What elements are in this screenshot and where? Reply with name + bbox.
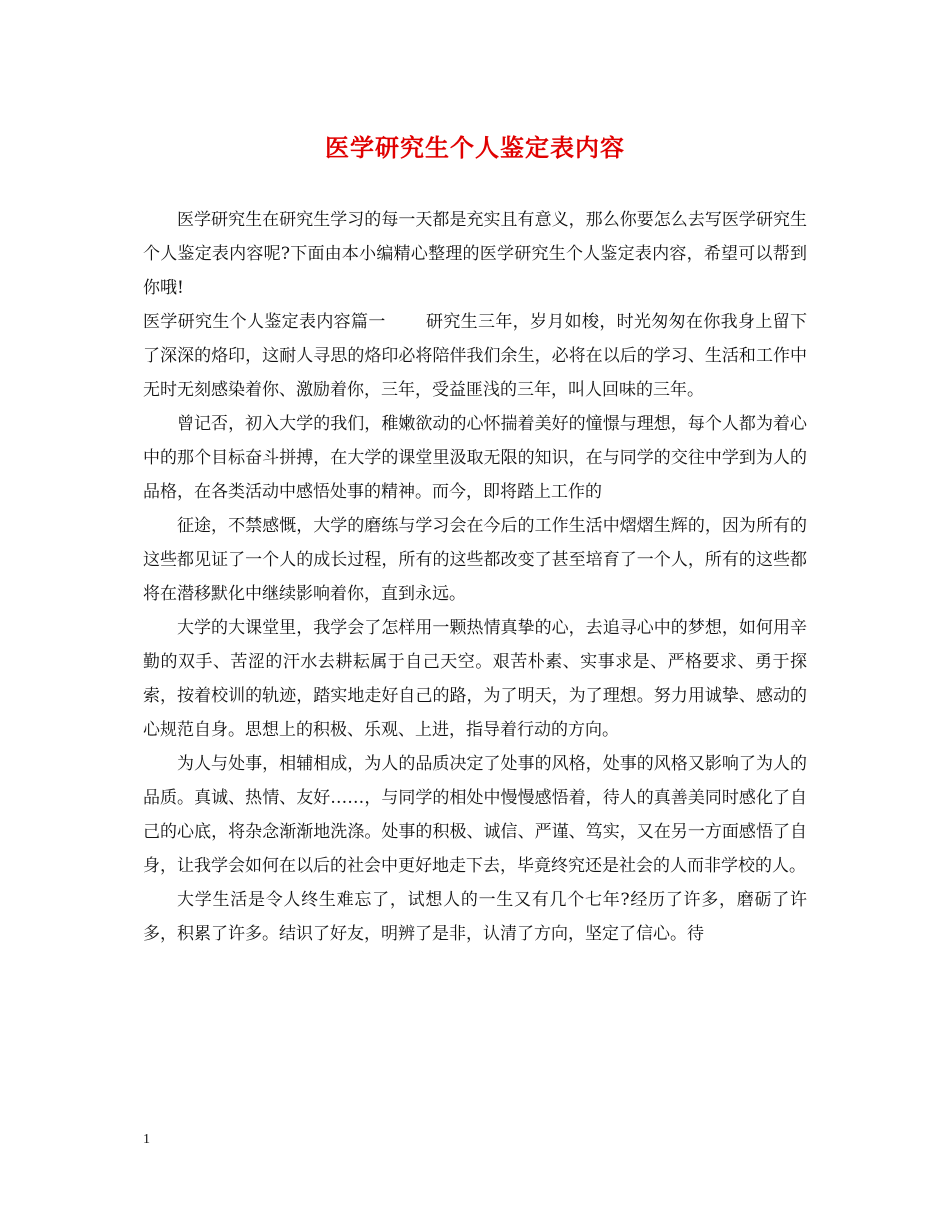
paragraph-college-life	[143, 883, 807, 951]
paragraph-section-one	[143, 305, 807, 407]
paragraph-text: 曾记否，初入大学的我们，稚嫩欲动的心怀揣着美好的憧憬与理想，每个人都为着心中的那个目标奋斗拼搏，在大学的课堂里汲取无限的知识，在与同学的交往中学到为人的品格，在各类活动中感悟处事的精神。而今，即将踏上工作的	[143, 414, 807, 502]
section-heading: 医学研究生个人鉴定表内容篇一	[143, 312, 386, 332]
paragraph-classroom	[143, 611, 807, 747]
paragraph-intro	[143, 203, 807, 305]
paragraph-conduct	[143, 747, 807, 883]
paragraph-journey	[143, 509, 807, 611]
paragraph-text: 研究生三年，岁月如梭，时光匆匆在你我身上留下了深深的烙印，这耐人寻思的烙印必将陪伴我们余生，必将在以后的学习、生活和工作中无时无刻感染着你、激励着你，三年，受益匪浅的三年，叫人回味的三年。	[143, 312, 808, 400]
document-body	[143, 203, 807, 951]
paragraph-text: 为人与处事，相辅相成，为人的品质决定了处事的风格，处事的风格又影响了为人的品质。真诚、热情、友好……，与同学的相处中慢慢感悟着，待人的真善美同时感化了自己的心底，将杂念渐渐地洗涤。处事的积极、诚信、严谨、笃实，又在另一方面感悟了自身，让我学会如何在以后的社会中更好地走下去，毕竟终究还是社会的人而非学校的人。	[143, 754, 807, 876]
paragraph-memory	[143, 407, 807, 509]
paragraph-text: 医学研究生在研究生学习的每一天都是充实且有意义，那么你要怎么去写医学研究生个人鉴定表内容呢?下面由本小编精心整理的医学研究生个人鉴定表内容，希望可以帮到你哦!	[143, 210, 807, 298]
paragraph-text: 大学生活是令人终生难忘了，试想人的一生又有几个七年?经历了许多，磨砺了许多，积累了许多。结识了好友，明辨了是非，认清了方向，坚定了信心。待	[143, 890, 807, 944]
document-title: 医学研究生个人鉴定表内容	[325, 133, 625, 162]
page-number: 1	[143, 1132, 150, 1147]
paragraph-text: 大学的大课堂里，我学会了怎样用一颗热情真挚的心，去追寻心中的梦想，如何用辛勤的双手、苦涩的汗水去耕耘属于自己天空。艰苦朴素、实事求是、严格要求、勇于探索，按着校训的轨迹，踏实地走好自己的路，为了明天，为了理想。努力用诚挚、感动的心规范自身。思想上的积极、乐观、上进，指导着行动的方向。	[143, 618, 807, 740]
paragraph-text: 征途，不禁感慨，大学的磨练与学习会在今后的工作生活中熠熠生辉的，因为所有的这些都见证了一个人的成长过程，所有的这些都改变了甚至培育了一个人，所有的这些都将在潜移默化中继续影响着你，直到永远。	[143, 516, 807, 604]
